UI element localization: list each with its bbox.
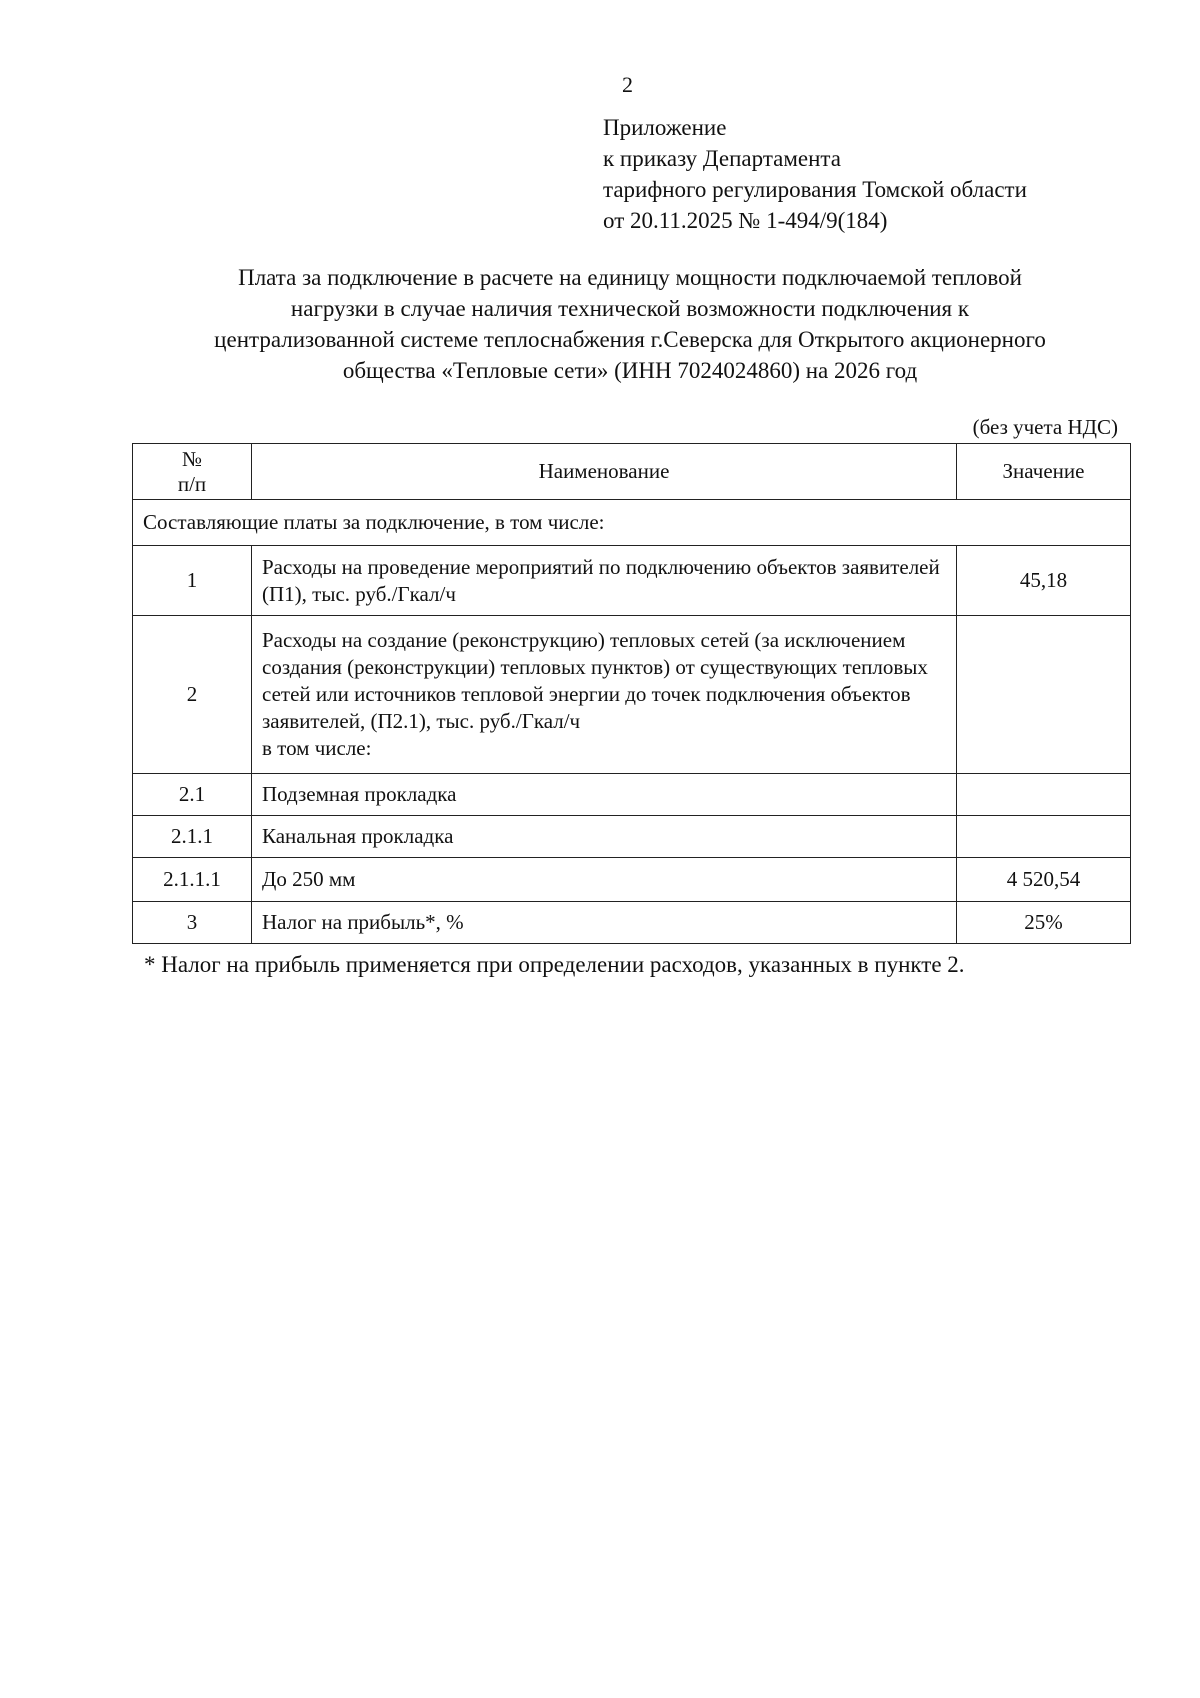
row-value <box>957 816 1131 858</box>
section-label: Составляющие платы за подключение, в том числе: <box>133 500 1131 546</box>
row-value <box>957 774 1131 816</box>
vat-note: (без учета НДС) <box>972 415 1118 439</box>
appendix-line: Приложение <box>603 115 727 140</box>
appendix-line: от 20.11.2025 № 1-494/9(184) <box>603 208 888 233</box>
row-name: Налог на прибыль*, % <box>252 902 957 944</box>
row-value: 4 520,54 <box>957 858 1131 902</box>
row-num: 2.1.1.1 <box>133 858 252 902</box>
table-row <box>133 774 1131 816</box>
appendix-block <box>603 112 1027 236</box>
table-row <box>133 858 1131 902</box>
row-num: 2.1.1 <box>133 816 252 858</box>
row-name: Подземная прокладка <box>252 774 957 816</box>
table-row <box>133 546 1131 616</box>
row-value <box>957 616 1131 774</box>
appendix-line: тарифного регулирования Томской области <box>603 177 1027 202</box>
document-title <box>130 262 1130 386</box>
row-value: 25% <box>957 902 1131 944</box>
table-row <box>133 902 1131 944</box>
tariff-table <box>132 443 1131 944</box>
header-num-symbol: № <box>181 446 203 471</box>
row-name: Расходы на проведение мероприятий по подключению объектов заявителей (П1), тыс. руб./Гкал/ч <box>252 546 957 616</box>
row-name: Расходы на создание (реконструкцию) тепловых сетей (за исключением создания (реконструкции) тепловых пунктов) от существующих тепловых сетей или источников тепловой энергии до точек подключения объектов заявителей, (П2.1), тыс. руб./Гкал/ч <box>262 628 928 733</box>
title-line: общества «Тепловые сети» (ИНН 7024024860) на 2026 год <box>342 358 918 383</box>
row-name-cell <box>252 616 957 774</box>
appendix-line: к приказу Департамента <box>603 146 841 171</box>
table-row <box>133 816 1131 858</box>
table-row <box>133 616 1131 774</box>
header-name: Наименование <box>252 444 957 500</box>
title-line: Плата за подключение в расчете на единицу мощности подключаемой тепловой <box>238 265 1022 290</box>
row-num: 3 <box>133 902 252 944</box>
row-num: 2 <box>133 616 252 774</box>
row-name-tail: в том числе: <box>262 736 372 760</box>
footnote: * Налог на прибыль применяется при определении расходов, указанных в пункте 2. <box>144 952 965 977</box>
title-line: централизованной системе теплоснабжения г.Северска для Открытого акционерного <box>214 327 1046 352</box>
row-num: 2.1 <box>133 774 252 816</box>
title-line: нагрузки в случае наличия технической возможности подключения к <box>290 296 970 321</box>
table-header-row <box>133 444 1131 500</box>
header-num <box>133 444 252 500</box>
header-value: Значение <box>957 444 1131 500</box>
row-name: До 250 мм <box>252 858 957 902</box>
row-name: Канальная прокладка <box>252 816 957 858</box>
page-number: 2 <box>622 72 633 97</box>
row-value: 45,18 <box>957 546 1131 616</box>
section-row <box>133 500 1131 546</box>
header-num-abbr: п/п <box>177 471 207 496</box>
row-num: 1 <box>133 546 252 616</box>
